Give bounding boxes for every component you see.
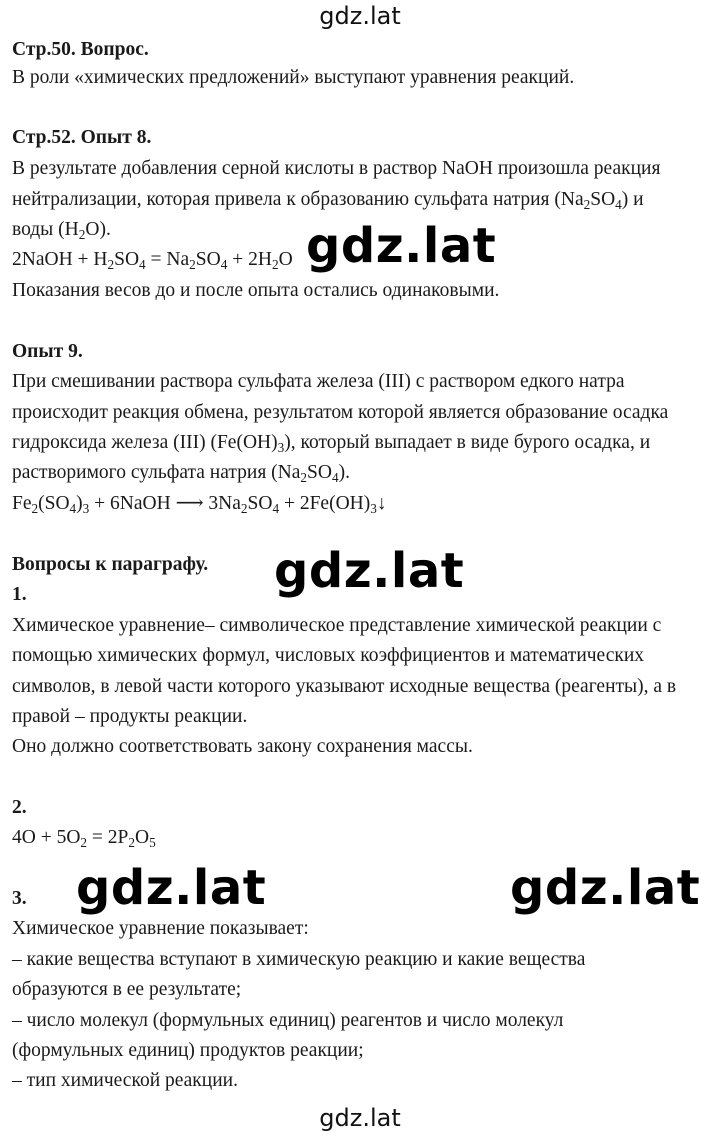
watermark-bottom: gdz.lat	[319, 1104, 401, 1132]
chemical-equation: $Fe_2(SO_4)_3$ + 6NaOH ⟶ $3Na_2SO_4$ + $2Fe(OH)_3↓$	[12, 493, 387, 516]
watermark-big: gdz.lat	[76, 860, 267, 916]
paragraph-line: – тип химической реакции.	[12, 1070, 238, 1091]
paragraph-line: правой – продукты реакции.	[12, 706, 248, 727]
watermark-big: gdz.lat	[274, 543, 465, 599]
paragraph-line: В результате добавления серной кислоты в раствор NaOH произошла реакция	[12, 158, 661, 179]
paragraph-line: происходит реакция обмена, результатом которой является образование осадка	[12, 402, 669, 423]
chemical-equation: 2NaOH + $H_2SO_4 = Na_2SO_4 + 2H_2O$	[12, 249, 293, 272]
paragraph-line: Оно должно соответствовать закону сохранения массы.	[12, 736, 473, 757]
section-heading: Опыт 9.	[12, 341, 83, 362]
paragraph-line: Химическое уравнение– символическое представление химической реакции с	[12, 615, 662, 636]
section-heading: Вопросы к параграфу.	[12, 554, 209, 575]
paragraph-line: гидроксида железа (III) $(Fe(OH)_3)$, который выпадает в виде бурого осадка, и	[12, 432, 651, 455]
paragraph-line: образуются в ее результате;	[12, 979, 242, 1000]
question-number: 3.	[12, 888, 27, 909]
paragraph-line: При смешивании раствора сульфата железа (III) с раствором едкого натра	[12, 371, 625, 392]
paragraph-line: Показания весов до и после опыта остались одинаковыми.	[12, 280, 500, 301]
question-number: 2.	[12, 797, 27, 818]
paragraph-line: Химическое уравнение показывает:	[12, 918, 309, 939]
paragraph-line: – число молекул (формульных единиц) реагентов и число молекул	[12, 1010, 564, 1031]
paragraph-line: (формульных единиц) продуктов реакции;	[12, 1040, 364, 1061]
paragraph-line: В роли «химических предложений» выступают уравнения реакций.	[12, 67, 575, 88]
section-heading: Стр.50. Вопрос.	[12, 39, 149, 60]
question-number: 1.	[12, 584, 27, 605]
watermark-big: gdz.lat	[510, 860, 701, 916]
paragraph-line: – какие вещества вступают в химическую реакцию и какие вещества	[12, 949, 586, 970]
watermark-top: gdz.lat	[319, 2, 401, 30]
paragraph-line: символов, в левой части которого указывают исходные вещества (реагенты), а в	[12, 676, 677, 697]
chemical-equation: $4O + 5O_2 = 2P_2O_5$	[12, 827, 156, 850]
watermark-big: gdz.lat	[306, 218, 497, 274]
paragraph-line: помощью химических формул, числовых коэффициентов и математических	[12, 645, 645, 666]
paragraph-line: растворимого сульфата натрия $(Na_2SO_4)$.	[12, 462, 350, 485]
section-heading: Стр.52. Опыт 8.	[12, 127, 152, 148]
paragraph-line: воды $(H_2O)$.	[12, 219, 111, 242]
paragraph-line: нейтрализации, которая привела к образованию сульфата натрия $(Na_2SO_4)$ и	[12, 189, 644, 212]
